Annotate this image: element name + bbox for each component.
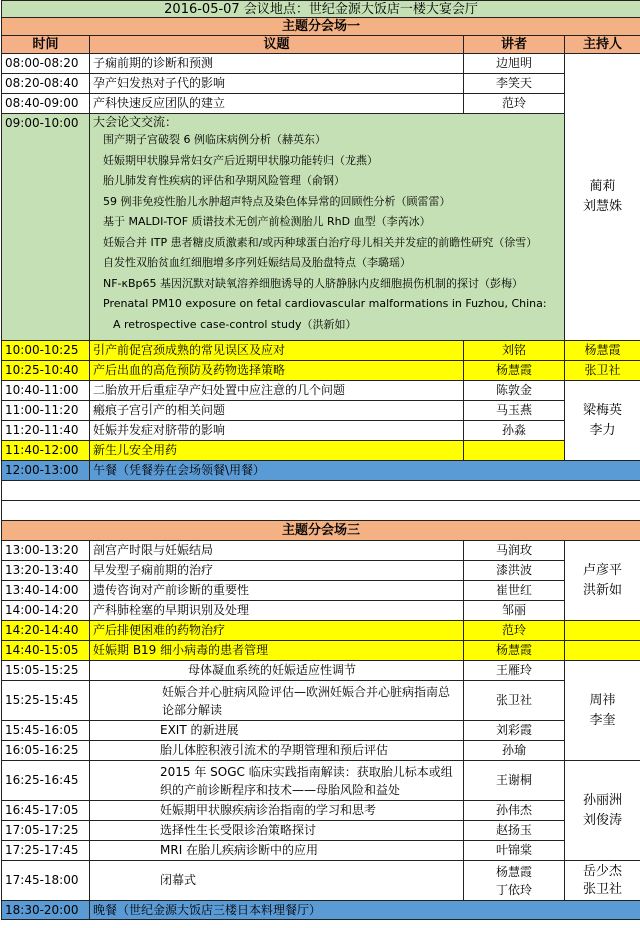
host-name: 周祎 [589,692,616,708]
time-cell: 10:25-10:40 [2,361,90,381]
speaker-cell: 刘铭 [464,341,565,361]
host-cell: 张卫社 [565,361,640,381]
speaker-cell: 孙伟杰 [464,801,565,821]
table-row [2,841,640,861]
topic-cell: 新生儿安全用药 [90,441,464,461]
table-row [2,801,640,821]
speaker-cell: 王谢桐 [464,761,565,801]
table-row [2,54,640,74]
host-name: 刘慧姝 [582,199,622,214]
topic-cell: MRI 在胎儿疾病诊断中的应用 [90,841,464,861]
time-cell: 18:30-20:00 [2,901,90,920]
time-cell: 10:00-10:25 [2,341,90,361]
list-item: 自发性双胎贫血红细胞增多序列妊娠结局及胎盘特点（李璐瑶） [103,256,411,269]
table-row [2,421,640,441]
table-row [2,541,640,561]
speaker-cell: 孙瑜 [464,741,565,761]
list-item: Prenatal PM10 exposure on fetal cardiovascular malformations in Fuzhou, China: [103,297,547,310]
time-cell: 16:45-17:05 [2,801,90,821]
topic-cell: 妊娠期 B19 细小病毒的患者管理 [90,641,464,661]
topic-cell: 母体凝血系统的妊娠适应性调节 [90,661,464,681]
speaker-cell: 叶锦棠 [464,841,565,861]
host-cell [565,54,640,341]
highlight-row [2,341,640,361]
topic-cell: 妊娠期甲状腺疾病诊治指南的学习和思考 [90,801,464,821]
dinner-row [2,901,640,920]
col-topic: 议题 [90,36,464,54]
speaker-cell: 范玲 [464,94,565,114]
time-cell: 17:45-18:00 [2,861,90,901]
time-cell: 11:40-12:00 [2,441,90,461]
highlight-row [2,441,640,461]
topic-cell: 遗传咨询对产前诊断的重要性 [90,581,464,601]
topic-cell: 产科快速反应团队的建立 [90,94,464,114]
table-row [2,601,640,621]
table-row [2,381,640,401]
topic-cell: 胎儿体腔积液引流术的孕期管理和预后评估 [90,741,464,761]
session-three-header [2,521,640,541]
table-row [2,661,640,681]
host-name: 李奎 [589,712,616,728]
table-row [2,581,640,601]
table-row [2,401,640,421]
speaker-cell: 杨慧霞 [464,641,565,661]
host-name: 张卫社 [582,881,622,897]
time-cell: 15:05-15:25 [2,661,90,681]
host-name: 李力 [589,422,616,438]
topic-cell: 瘢痕子宫引产的相关问题 [90,401,464,421]
host-name: 岳少杰 [582,863,622,879]
time-cell: 08:40-09:00 [2,94,90,114]
time-cell: 08:00-08:20 [2,54,90,74]
speaker-cell: 边旭明 [464,54,565,74]
time-cell: 15:25-15:45 [2,681,90,721]
topic-cell: 晚餐（世纪金源大饭店三楼日本料理餐厅） [90,901,640,920]
host-name: 蔺莉 [589,179,616,194]
topic-cell: 早发型子痫前期的治疗 [90,561,464,581]
list-item: 妊娠合并 ITP 患者糖皮质激素和/或丙种球蛋白治疗母儿相关并发症的前瞻性研究（徐雪） [103,235,538,249]
speaker-name: 丁依玲 [495,882,532,897]
speaker-cell: 崔世红 [464,581,565,601]
speaker-cell: 刘彩霞 [464,721,565,741]
highlight-row [2,621,640,641]
speaker-cell: 王雁玲 [464,661,565,681]
time-cell: 16:25-16:45 [2,761,90,801]
table-row [2,721,640,741]
time-cell: 17:05-17:25 [2,821,90,841]
speaker-cell: 漆洪波 [464,561,565,581]
topic-cell: 引产前促宫颈成熟的常见误区及应对 [90,341,464,361]
col-host: 主持人 [565,36,640,54]
column-header-row [2,36,640,54]
list-item: 妊娠期甲状腺异常妇女产后近期甲状腺功能转归（龙燕） [103,153,378,167]
time-cell: 12:00-13:00 [2,461,90,481]
list-item: NF-κBp65 基因沉默对缺氧溶养细胞诱导的人脐静脉内皮细胞损伤机制的探讨（彭梅） [103,276,524,290]
time-cell: 09:00-10:00 [2,114,90,341]
topic-cell: 妊娠合并心脏病风险评估—欧洲妊娠合并心脏病指南总论部分解读 [90,681,464,721]
topic-cell: 产后排便困难的药物治疗 [90,621,464,641]
speaker-cell: 马润玫 [464,541,565,561]
time-cell: 14:20-14:40 [2,621,90,641]
col-speaker: 讲者 [464,36,565,54]
topic-cell: 子痫前期的诊断和预测 [90,54,464,74]
speaker-cell: 杨慧霞 [464,361,565,381]
host-cell [565,381,640,461]
session-three-title: 主题分会场三 [2,521,640,541]
list-item: A retrospective case-control study（洪新如） [113,317,357,331]
time-cell: 10:40-11:00 [2,381,90,401]
host-cell [565,541,640,621]
lunch-row [2,461,640,481]
topic-cell: 产科肺栓塞的早期识别及处理 [90,601,464,621]
list-item: 基于 MALDI-TOF 质谱技术无创产前检测胎儿 RhD 血型（李芮冰） [103,215,431,228]
table-row [2,561,640,581]
spacer-cell [2,481,640,501]
topic-cell: 2015 年 SOGC 临床实践指南解读：获取胎儿标本或组织的产前诊断程序和技术——母胎风险和益处 [90,761,464,801]
time-cell: 14:40-15:05 [2,641,90,661]
paper-forum-row [2,114,640,341]
session-one-header [2,18,640,36]
speaker-cell: 邹丽 [464,601,565,621]
time-cell: 13:00-13:20 [2,541,90,561]
topic-cell: 二胎放开后重症孕产妇处置中应注意的几个问题 [90,381,464,401]
col-time: 时间 [2,36,90,54]
list-item: 围产期子宫破裂 6 例临床病例分析（赫英东） [103,133,326,146]
host-cell: 杨慧霞 [565,341,640,361]
host-cell [565,641,640,661]
forum-title: 大会论文交流： [93,115,178,129]
speaker-cell: 马玉燕 [464,401,565,421]
session-one-title: 主题分会场一 [2,18,640,36]
host-name: 洪新如 [582,582,622,598]
time-cell: 13:40-14:00 [2,581,90,601]
table-row [2,761,640,801]
topic-cell: 午餐（凭餐券在会场领餐\用餐） [90,461,640,481]
time-cell: 15:45-16:05 [2,721,90,741]
speaker-cell: 张卫社 [464,681,565,721]
page-title: 2016-05-07 会议地点：世纪金源大饭店一楼大宴会厅 [2,1,640,18]
table-row [2,94,640,114]
speaker-cell [464,861,565,901]
host-cell [565,861,640,901]
host-name: 刘俊涛 [582,812,622,828]
speaker-cell: 孙淼 [464,421,565,441]
spacer-row [2,481,640,501]
spacer-row [2,501,640,521]
speaker-cell: 赵扬玉 [464,821,565,841]
spacer-cell [2,501,640,521]
speaker-name: 杨慧霞 [495,864,532,879]
highlight-row [2,361,640,381]
topic-cell: 妊娠并发症对脐带的影响 [90,421,464,441]
title-row [2,1,640,18]
time-cell: 17:25-17:45 [2,841,90,861]
list-item: 胎儿肺发育性疾病的评估和孕期风险管理（俞钢） [103,174,345,187]
topic-cell: 孕产妇发热对子代的影响 [90,74,464,94]
paper-list [90,114,565,341]
host-cell [565,621,640,641]
topic-cell: EXIT 的新进展 [90,721,464,741]
table-row [2,821,640,841]
table-row [2,74,640,94]
host-name: 孙丽洲 [582,792,622,808]
time-cell: 14:00-14:20 [2,601,90,621]
host-cell [565,661,640,761]
time-cell: 13:20-13:40 [2,561,90,581]
topic-cell: 剖宫产时限与妊娠结局 [90,541,464,561]
topic-cell: 选择性生长受限诊治策略探讨 [90,821,464,841]
host-name: 梁梅英 [582,402,622,418]
highlight-row [2,641,640,661]
topic-cell: 闭幕式 [90,861,464,901]
host-name: 卢彦平 [582,562,622,578]
list-item: 59 例非免疫性胎儿水肿超声特点及染色体异常的回顾性分析（顾雷雷） [103,194,451,208]
host-cell [565,761,640,861]
schedule-table [1,0,640,920]
time-cell: 08:20-08:40 [2,74,90,94]
closing-row [2,861,640,901]
time-cell: 11:20-11:40 [2,421,90,441]
speaker-cell [464,441,565,461]
time-cell: 11:00-11:20 [2,401,90,421]
speaker-cell: 李笑天 [464,74,565,94]
time-cell: 16:05-16:25 [2,741,90,761]
topic-cell: 产后出血的高危预防及药物选择策略 [90,361,464,381]
table-row [2,741,640,761]
table-row [2,681,640,721]
speaker-cell: 陈敦金 [464,381,565,401]
speaker-cell: 范玲 [464,621,565,641]
